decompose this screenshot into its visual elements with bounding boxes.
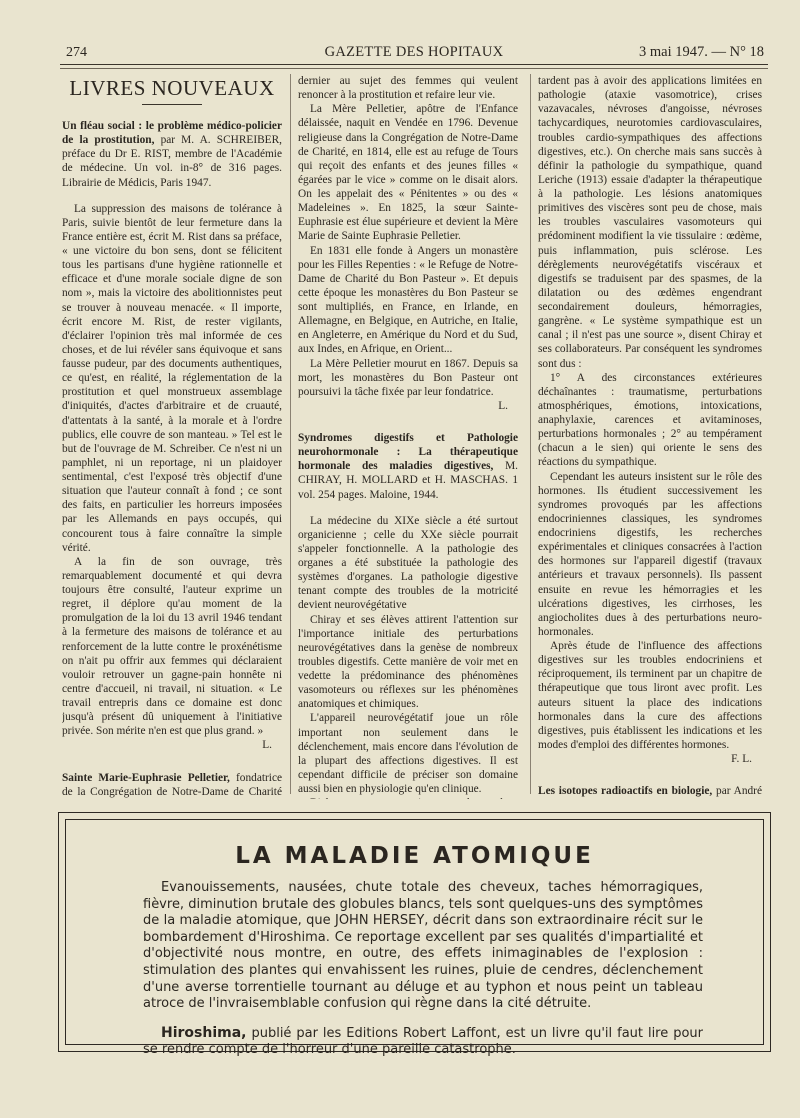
review-paragraph: La Mère Pelletier, apôtre de l'Enfance délaissée, naquit en Vendée en 1796. Devenue religieuse dans la Congrégation de Notre-Dame de Charité, en 1814, elle est au refuge de Tours qui reçoit des enfants et des jeunes filles « égarées par le vice » comme on le disait alors. On les appelait des « Pénitentes » ou des « Madeleines ». En 1825, la sœur Sainte-Euphrasie est élue supérieure et devient la Mère Marie de Sainte Euphrasie Pelletier. (298, 103, 518, 243)
header-rule (60, 68, 768, 69)
book-title: Sainte Marie-Euphrasie Pelletier, (62, 771, 230, 784)
column-divider (290, 74, 291, 794)
review-paragraph: Cependant les auteurs insistent sur le rôle des hormones. Ils étudient successivement les syndromes provoqués par les affections endocriniennes classiques, les syndromes endocriniens digestifs, les recherches expérimentales et cliniques consacrées à l'action des hormones sur l'appareil digestif (travaux antérieurs et travaux personnels). Ils passent ensuite en revue les hémorragies et les ulcérations digestives, les cirrhoses, les angiocholites dues à des perturbations neuro-hormonales. (538, 470, 762, 638)
review-paragraph (298, 796, 518, 799)
title-rule (142, 104, 202, 105)
book-details: M. CHIRAY, H. MOLLARD et H. MASCHAS. 1 vol. 254 pages. Maloine, 1944. (298, 460, 518, 501)
column-divider (530, 74, 531, 794)
review-paragraph: 1° A des circonstances extérieures déchaînantes : traumatisme, perturbations atmosphériques, émotions, intoxications, anaphylaxie, carences et avitaminoses, perturbations hormonales ; 2° au tempérament (chacun a le sien) qui oriente le sens des réactions du sympathique. (538, 371, 762, 469)
advertisement-text: publié par les Editions Robert Laffont, est un livre qu'il faut lire pour se rendre compte de l'horreur d'une pareille catastrophe. (143, 1025, 703, 1058)
review-signature: L. (498, 399, 508, 412)
review-paragraph: Chiray et ses élèves attirent l'attention sur l'importance initiale des perturbations neurovégétatives dans la genèse de nombreux troubles digestifs. Cette manière de voir met en vedette la prédominance des phénomènes vasomoteurs ou réflexes sur les phénomènes anatomiques et chimiques. (298, 613, 518, 711)
book-entry (538, 784, 762, 799)
page-number: 274 (66, 45, 87, 60)
journal-title: GAZETTE DES HOPITAUX (324, 44, 504, 60)
column-1 (62, 74, 282, 799)
advertisement-box (58, 812, 771, 1058)
review-paragraph: dernier au sujet des femmes qui veulent renoncer à la prostitution et refaire leur vie. (298, 75, 518, 102)
running-header (60, 42, 768, 65)
review-paragraph: La Mère Pelletier mourut en 1867. Depuis sa mort, les monastères du Bon Pasteur ont poursuivi la tâche fixée par leur fondatrice. (298, 357, 518, 398)
review-paragraph: La médecine du XIXe siècle a été surtout organicienne ; celle du XXe siècle pourrait s'appeler fonctionnelle. A la pathologie des organes a été substituée la pathologie des systèmes d'organes. La pathologie digestive tenant compte des troubles de la motricité devient neurovégétative (298, 514, 518, 612)
book-details: par M. A. SCHREIBER, préface du Dr E. RIST, membre de l'Académie de médecine. Un vol. in-8° de 316 pages. Librairie de Médicis, Paris 1947. (62, 134, 282, 189)
section-title: LIVRES NOUVEAUX (69, 76, 275, 100)
advertisement-heading: LA MALADIE ATOMIQUE (235, 843, 594, 869)
advertisement-body (143, 880, 703, 1059)
review-paragraph: Après étude de l'influence des affections digestives sur les troubles endocriniens et réciproquement, ils terminent par un chapitre de thérapeutique que tous liront avec profit. Les auteurs situent la place des indications hormonales dans la cure des affections digestives, puis établissent les indications et les modes d'emploi des différentes hormones. (538, 640, 762, 751)
book-entry (298, 431, 518, 502)
issue-date: 3 mai 1947. — N° 18 (638, 44, 764, 60)
book-details: par André (716, 785, 762, 798)
book-details: fondatrice de la Congrégation de Notre-Dame de Charité (62, 771, 282, 798)
book-title: Les isotopes radioactifs en biologie, (538, 785, 713, 798)
column-2 (298, 74, 518, 799)
advertisement-paragraph: Evanouissements, nausées, chute totale des cheveux, taches hémorragiques, fièvre, diminution brutale des globules blancs, tels sont quelques-uns des symptômes de la maladie atomique, que JOHN HERSEY, décrit dans son extraordinaire récit sur le bombardement d'Hiroshima. Ce reportage excellent par ses qualités d'impartialité et d'objectivité nous montre, en outre, des effets inimaginables de l'explosion : stimulation des plantes qui envahissent les ruines, pluie de cendres, déclenchement d'une averse torrentielle tournant au déluge et au typhon et nous peint un tableau atroce de l'invraisemblable confusion qui règne dans la cité détruite. (143, 880, 703, 1012)
advertisement-paragraph (143, 1025, 703, 1059)
review-paragraph: tardent pas à avoir des applications limitées en pathologie (ataxie vasomotrice), crises vazavacales, névroses d'angoisse, névroses tachycardiques, neurotomies cardiovasculaires, troubles cardio-sympathiques des affections digestives, etc.). On cherche mais sans succès à définir la pathologie du sympathique, quand Leriche (1913) essaie d'adapter la thérapeutique à la pathologie. Les lésions anatomiques primitives des viscères sont peu de chose, mais les troubles vasculaires vasomoteurs qui prédominent modifient la vie tissulaire : œdème, puis inflammation, puis sclérose. Les dérèglements neurovégétatifs viscéraux et digestifs se traduisent par des spasmes, de la dilatation ou des œdèmes engendrant secondairement douleurs, hémorragies, gangrène. « Le système sympathique est un canal ; il n'est pas une source », disent Chiray et ses collaborateurs. Par conséquent les syndromes sont dus : (538, 75, 762, 370)
review-paragraph: En 1831 elle fonde à Angers un monastère pour les Filles Repenties : « le Refuge de Notre-Dame de Charité du Bon Pasteur ». Et depuis cette époque les monastères du Bon Pasteur se sont multipliés, en France, en Irlande, en Allemagne, en Belgique, en Autriche, en Italie, en Angleterre, en Amérique du Nord et du Sud, aux Indes, en Afrique, en Orient... (298, 244, 518, 356)
book-entry (62, 119, 282, 190)
review-paragraph: L'appareil neurovégétatif joue un rôle important non seulement dans le déclenchement, mais encore dans l'évolution de la plupart des affections digestives. Il est cependant difficile de préciser son domaine aussi bien en physiologie qu'en clinique. (298, 712, 518, 795)
book-title: Un fléau social : le problème médico-policier de la prostitution, (62, 120, 282, 147)
book-entry (62, 771, 282, 800)
book-title: Syndromes digestifs et Pathologie neurohormonale : La thérapeutique hormonale des maladies digestives, (298, 432, 518, 473)
column-3 (538, 74, 762, 799)
review-paragraph: La suppression des maisons de tolérance à Paris, suivie bientôt de leur fermeture dans la France entière est, écrit M. Rist dans sa préface, « une victoire du bon sens, dont se félicitent tous les partisans d'une hygiène rationnelle et efficace et d'une morale sociale digne de son nom », mais la victoire des abolitionnistes peut se trouver à nouveau menacée. « Il importe, écrit encore M. Rist, de rester vigilants, d'éclairer l'opinion très mal informée de ces choses, et de lui révéler sans équivoque et sans fausse pudeur, par des documents authentiques, ce qu'est, en réalité, la réglementation de la prostitution et quel monstrueux assemblage d'iniquités, d'actes d'arbitraire et de cruauté, d'attentats à la santé, à la morale et à l'ordre publics, elle couvre de son manteau. » Tel est le but de l'ouvrage de M. Schreiber. Ce n'est ni un pamphlet, ni un reportage, ni un plaidoyer sentimental, c'est l'exposé très objectif d'une situation que l'auteur connaît à fond ; ce sont des faits, en particulier les horreurs imposées par les Allemands en pays occupés, qui concourent tous à faire connaître la simple vérité. (62, 202, 282, 554)
review-signature: L. (262, 739, 272, 752)
advertisement-book-name: Hiroshima, (161, 1024, 247, 1041)
review-paragraph: A la fin de son ouvrage, très remarquablement documenté et qui devra toujours être consulté, l'auteur exprime un regret, il déplore qu'au moment de la promulgation de la loi du 13 avril 1946 tendant à la fermeture des maisons de tolérance et au renforcement de la lutte contre le proxénétisme on n'ait pu offrir aux femmes qui déclaraient vouloir retrouver un gagne-pain honnête ni centre d'accueil, ni travail, ni situation. « Le travail entrepris dans ce domaine est donc jusqu'à présent dû uniquement à l'initiative privée. Son mérite n'en est que plus grand. » (62, 555, 282, 738)
review-signature: F. L. (731, 753, 752, 765)
